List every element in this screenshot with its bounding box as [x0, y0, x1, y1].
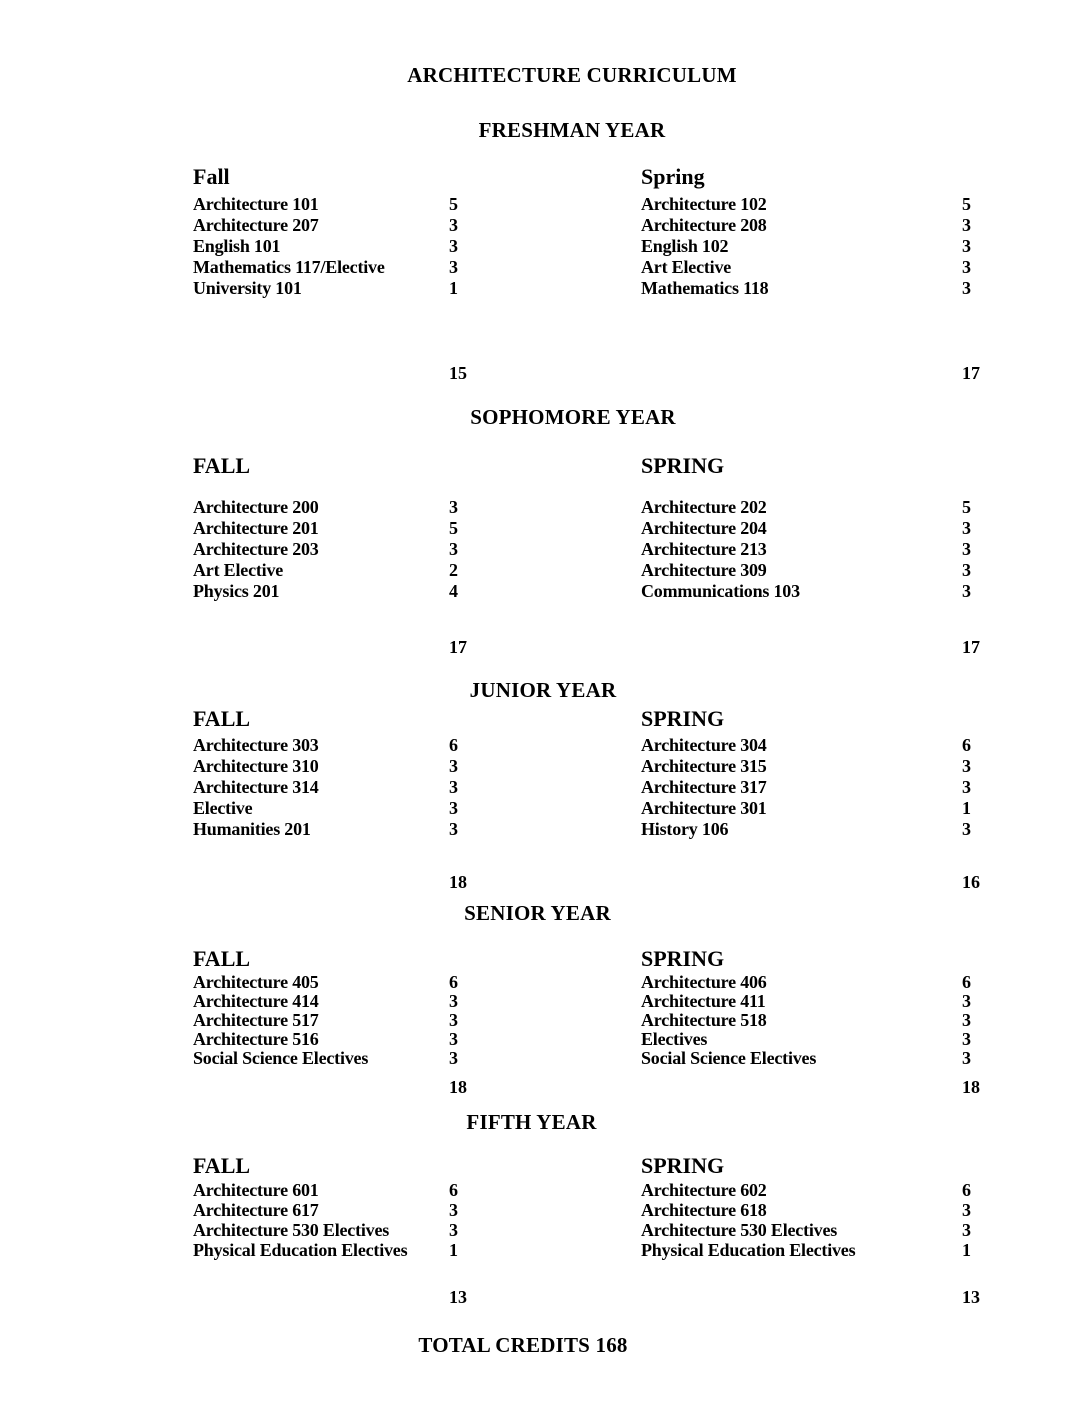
- semester-header-spring: SPRING: [641, 946, 725, 971]
- course-name: Electives: [641, 1029, 708, 1049]
- course-row: [641, 1180, 1011, 1200]
- year-heading-freshman: FRESHMAN YEAR: [478, 118, 666, 142]
- course-credits: 3: [449, 539, 458, 559]
- spring-semester-total: 13: [962, 1287, 980, 1307]
- course-credits: 3: [449, 1220, 458, 1240]
- semester-header-fall: FALL: [193, 1153, 251, 1178]
- year-heading-junior: JUNIOR YEAR: [469, 678, 617, 702]
- course-credits: 3: [449, 991, 458, 1011]
- course-row: [193, 518, 563, 539]
- course-row: [193, 581, 563, 602]
- course-credits: 1: [449, 278, 458, 298]
- course-credits: 3: [962, 257, 971, 277]
- course-credits: 3: [962, 236, 971, 256]
- course-name: Architecture 200: [193, 497, 319, 517]
- course-row: [193, 560, 563, 581]
- course-name: Architecture 310: [193, 756, 319, 776]
- course-credits: 3: [962, 1200, 971, 1220]
- course-credits: 3: [449, 257, 458, 277]
- fall-course-list: [193, 1180, 563, 1260]
- course-credits: 6: [449, 735, 458, 755]
- semester-header-fall: FALL: [193, 706, 251, 731]
- course-credits: 5: [962, 194, 971, 214]
- total-credits-line: TOTAL CREDITS 168: [418, 1333, 628, 1357]
- semester-header-spring: Spring: [641, 164, 705, 189]
- course-name: Architecture 411: [641, 991, 766, 1011]
- course-name: English 102: [641, 236, 729, 256]
- page-title: ARCHITECTURE CURRICULUM: [407, 63, 737, 87]
- semester-header-spring: SPRING: [641, 706, 725, 731]
- course-credits: 3: [962, 518, 971, 538]
- course-row: [641, 735, 1011, 756]
- course-credits: 3: [449, 1010, 458, 1030]
- spring-semester-total: 17: [962, 363, 980, 383]
- course-row: [193, 1220, 563, 1240]
- course-name: Physical Education Electives: [641, 1240, 856, 1260]
- course-name: Physical Education Electives: [193, 1240, 408, 1260]
- fall-course-list: [193, 973, 563, 1068]
- course-row: [641, 581, 1011, 602]
- course-row: [193, 278, 563, 299]
- course-credits: 3: [449, 236, 458, 256]
- semester-header-fall: Fall: [193, 164, 230, 189]
- course-name: Architecture 208: [641, 215, 767, 235]
- course-row: [193, 1180, 563, 1200]
- course-name: Architecture 405: [193, 972, 319, 992]
- course-name: Architecture 202: [641, 497, 767, 517]
- course-name: Physics 201: [193, 581, 280, 601]
- course-name: Architecture 204: [641, 518, 767, 538]
- course-row: [641, 1240, 1011, 1260]
- course-name: Architecture 101: [193, 194, 319, 214]
- course-credits: 2: [449, 560, 458, 580]
- course-row: [641, 278, 1011, 299]
- course-name: Mathematics 117/Elective: [193, 257, 385, 277]
- course-credits: 5: [962, 497, 971, 517]
- course-row: [193, 735, 563, 756]
- course-name: Architecture 601: [193, 1180, 319, 1200]
- course-credits: 3: [962, 1220, 971, 1240]
- course-row: [641, 819, 1011, 840]
- course-row: [641, 497, 1011, 518]
- course-name: Architecture 315: [641, 756, 767, 776]
- fall-semester-total: 18: [449, 1077, 467, 1097]
- course-row: [193, 194, 563, 215]
- course-row: [641, 560, 1011, 581]
- spring-course-list: [641, 194, 1011, 299]
- course-credits: 3: [962, 581, 971, 601]
- course-credits: 3: [449, 777, 458, 797]
- course-credits: 6: [449, 1180, 458, 1200]
- course-row: [193, 798, 563, 819]
- course-row: [641, 539, 1011, 560]
- course-row: [193, 257, 563, 278]
- course-credits: 6: [962, 972, 971, 992]
- course-row: [641, 215, 1011, 236]
- course-name: Architecture 617: [193, 1200, 319, 1220]
- course-row: [641, 257, 1011, 278]
- course-credits: 3: [449, 497, 458, 517]
- course-row: [193, 973, 563, 992]
- semester-header-fall: FALL: [193, 946, 251, 971]
- spring-course-list: [641, 497, 1011, 602]
- course-row: [193, 215, 563, 236]
- semester-header-spring: SPRING: [641, 1153, 725, 1178]
- course-name: University 101: [193, 278, 302, 298]
- course-row: [193, 1240, 563, 1260]
- course-credits: 3: [962, 991, 971, 1011]
- course-name: Elective: [193, 798, 253, 818]
- course-credits: 1: [449, 1240, 458, 1260]
- course-name: Art Elective: [641, 257, 732, 277]
- course-name: Social Science Electives: [193, 1048, 369, 1068]
- course-row: [193, 992, 563, 1011]
- spring-semester-total: 16: [962, 872, 980, 892]
- course-row: [193, 1011, 563, 1030]
- course-credits: 3: [449, 1048, 458, 1068]
- course-credits: 6: [449, 972, 458, 992]
- course-credits: 3: [449, 1200, 458, 1220]
- course-row: [193, 236, 563, 257]
- course-credits: 3: [449, 1029, 458, 1049]
- course-name: Architecture 517: [193, 1010, 319, 1030]
- course-credits: 3: [962, 215, 971, 235]
- course-credits: 3: [449, 756, 458, 776]
- course-name: Architecture 304: [641, 735, 767, 755]
- course-credits: 3: [962, 560, 971, 580]
- course-row: [641, 1200, 1011, 1220]
- course-row: [641, 194, 1011, 215]
- course-row: [641, 756, 1011, 777]
- course-credits: 4: [449, 581, 458, 601]
- course-name: Architecture 414: [193, 991, 319, 1011]
- course-name: Mathematics 118: [641, 278, 769, 298]
- fall-semester-total: 15: [449, 363, 467, 383]
- semester-header-fall: FALL: [193, 453, 251, 478]
- course-name: Architecture 102: [641, 194, 767, 214]
- course-name: English 101: [193, 236, 281, 256]
- course-name: Architecture 602: [641, 1180, 767, 1200]
- course-row: [193, 1030, 563, 1049]
- course-credits: 3: [962, 1010, 971, 1030]
- year-heading-sophomore: SOPHOMORE YEAR: [470, 405, 676, 429]
- course-row: [193, 1200, 563, 1220]
- course-name: Architecture 518: [641, 1010, 767, 1030]
- course-row: [641, 973, 1011, 992]
- course-row: [641, 236, 1011, 257]
- course-credits: 3: [962, 819, 971, 839]
- course-credits: 5: [449, 194, 458, 214]
- course-credits: 1: [962, 798, 971, 818]
- course-row: [193, 819, 563, 840]
- course-name: Architecture 309: [641, 560, 767, 580]
- course-credits: 3: [962, 278, 971, 298]
- course-name: Architecture 203: [193, 539, 319, 559]
- course-credits: 1: [962, 1240, 971, 1260]
- course-name: Architecture 406: [641, 972, 767, 992]
- course-name: Architecture 213: [641, 539, 767, 559]
- course-credits: 3: [449, 819, 458, 839]
- course-credits: 3: [449, 798, 458, 818]
- course-name: Architecture 201: [193, 518, 319, 538]
- fall-semester-total: 17: [449, 637, 467, 657]
- course-name: Architecture 618: [641, 1200, 767, 1220]
- semester-header-spring: SPRING: [641, 453, 725, 478]
- course-row: [193, 756, 563, 777]
- spring-semester-total: 18: [962, 1077, 980, 1097]
- course-credits: 3: [962, 1029, 971, 1049]
- spring-course-list: [641, 735, 1011, 840]
- course-name: Humanities 201: [193, 819, 311, 839]
- course-credits: 3: [962, 756, 971, 776]
- fall-course-list: [193, 735, 563, 840]
- spring-semester-total: 17: [962, 637, 980, 657]
- course-row: [193, 497, 563, 518]
- course-name: Architecture 301: [641, 798, 767, 818]
- course-row: [193, 1049, 563, 1068]
- fall-semester-total: 13: [449, 1287, 467, 1307]
- course-credits: 3: [449, 215, 458, 235]
- fall-course-list: [193, 194, 563, 299]
- fall-course-list: [193, 497, 563, 602]
- spring-course-list: [641, 1180, 1011, 1260]
- fall-semester-total: 18: [449, 872, 467, 892]
- course-credits: 5: [449, 518, 458, 538]
- course-name: Art Elective: [193, 560, 284, 580]
- course-row: [641, 798, 1011, 819]
- course-name: Architecture 516: [193, 1029, 319, 1049]
- year-heading-senior: SENIOR YEAR: [464, 901, 611, 925]
- course-row: [641, 1030, 1011, 1049]
- course-row: [641, 1049, 1011, 1068]
- course-credits: 6: [962, 1180, 971, 1200]
- course-row: [641, 992, 1011, 1011]
- course-name: Architecture 317: [641, 777, 767, 797]
- course-credits: 3: [962, 777, 971, 797]
- course-row: [641, 1220, 1011, 1240]
- course-credits: 3: [962, 1048, 971, 1068]
- course-name: Communications 103: [641, 581, 800, 601]
- spring-course-list: [641, 973, 1011, 1068]
- course-name: Architecture 530 Electives: [193, 1220, 390, 1240]
- course-row: [193, 777, 563, 798]
- course-name: Architecture 207: [193, 215, 319, 235]
- course-credits: 3: [962, 539, 971, 559]
- course-name: Architecture 314: [193, 777, 319, 797]
- course-name: Architecture 530 Electives: [641, 1220, 838, 1240]
- course-name: Social Science Electives: [641, 1048, 817, 1068]
- course-row: [641, 1011, 1011, 1030]
- course-row: [641, 518, 1011, 539]
- course-name: Architecture 303: [193, 735, 319, 755]
- course-row: [641, 777, 1011, 798]
- course-row: [193, 539, 563, 560]
- course-name: History 106: [641, 819, 729, 839]
- year-heading-fifth: FIFTH YEAR: [466, 1110, 597, 1134]
- course-credits: 6: [962, 735, 971, 755]
